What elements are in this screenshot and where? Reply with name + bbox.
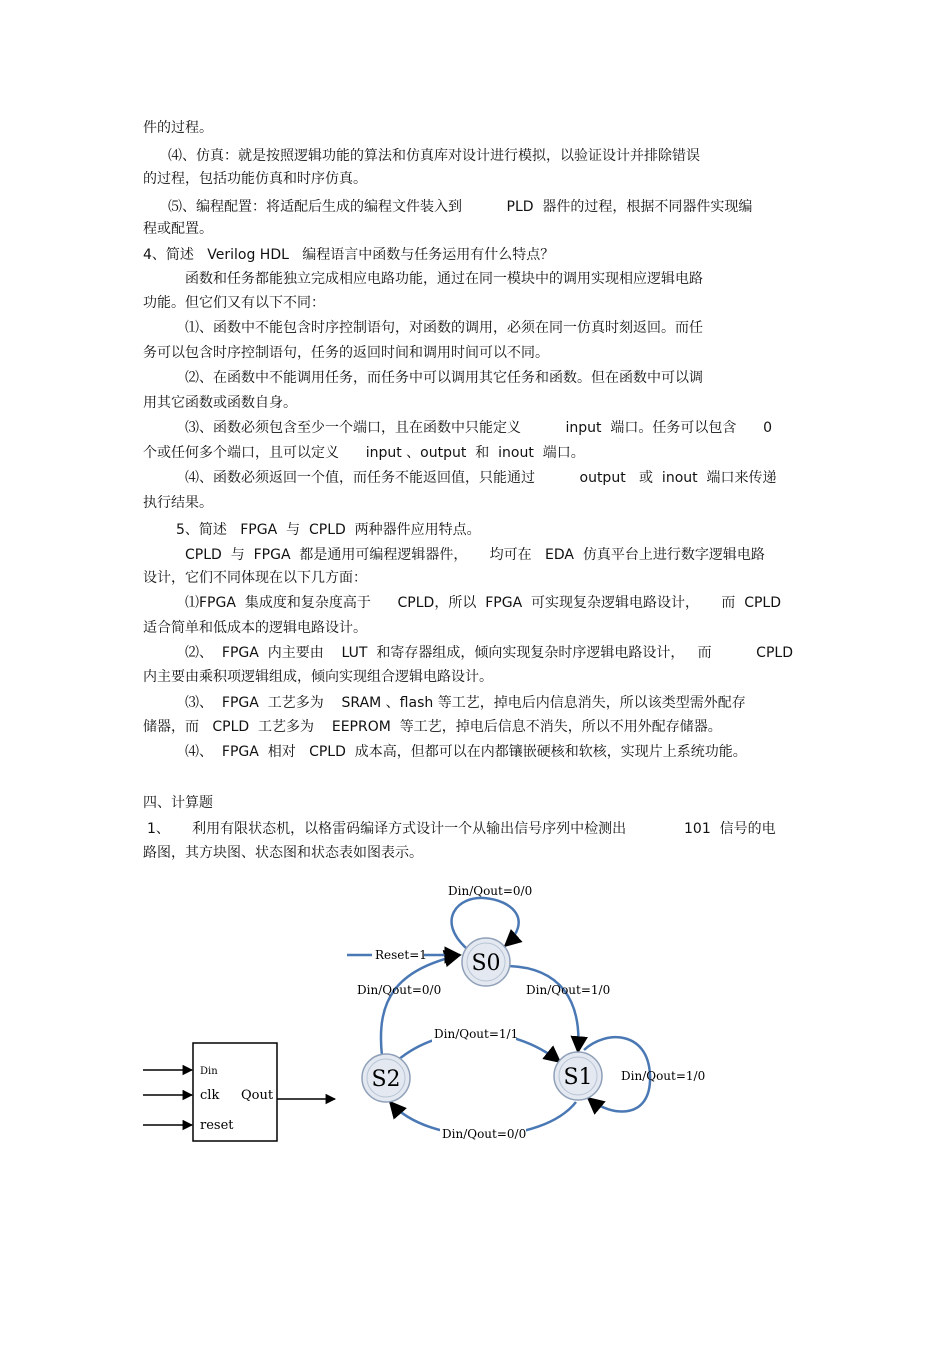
pin-din-label: Din (200, 1066, 218, 1077)
label-s0-to-s1: Din/Qout=1/0 (526, 983, 611, 997)
text-line: 执行结果。 (143, 495, 213, 511)
label-s1-to-s2: Din/Qout=0/0 (442, 1127, 527, 1141)
section-heading: 4、简述 Verilog HDL 编程语言中函数与任务运用有什么特点？ (143, 247, 555, 263)
text-line: 功能。但它们又有以下不同： (143, 295, 325, 311)
text-line: 务可以包含时序控制语句，任务的返回时间和调用时间可以不同。 (143, 345, 549, 361)
text-line: CPLD 与 FPGA 都是通用可编程逻辑器件， 均可在 EDA 仿真平台上进行数字逻辑电路 (185, 547, 765, 563)
pin-clk-label: clk (200, 1088, 220, 1103)
text-line: ⑵、 FPGA 内主要由 LUT 和寄存器组成，倾向实现复杂时序逻辑电路设计， 而 CPLD (185, 645, 793, 661)
state-s2 (362, 1054, 410, 1102)
text-line: 设计，它们不同体现在以下几方面： (143, 570, 367, 586)
state-s1-label: S1 (563, 1065, 593, 1090)
state-diagram (347, 884, 705, 1142)
text-line: ⑸、编程配置：将适配后生成的编程文件装入到 PLD 器件的过程，根据不同器件实现编 (168, 199, 753, 215)
text-line: ⑷、函数必须返回一个值，而任务不能返回值，只能通过 output 或 inout 端口来传递 (185, 470, 777, 486)
section-heading: 四、计算题 (143, 795, 213, 811)
state-s0 (462, 938, 510, 986)
state-s1 (554, 1052, 602, 1100)
reset-label: Reset=1 (375, 948, 427, 962)
text-line: ⑷、 FPGA 相对 CPLD 成本高，但都可以在内都镶嵌硬核和软核，实现片上系统功能。 (185, 744, 747, 760)
text-line: 个或任何多个端口，且可以定义 input 、output 和 inout 端口。 (143, 445, 585, 461)
text-line: 1、 利用有限状态机，以格雷码编译方式设计一个从输出信号序列中检测出 101 信号的电 (147, 821, 776, 837)
section-heading: 5、简述 FPGA 与 CPLD 两种器件应用特点。 (176, 522, 481, 538)
text-line: 适合简单和低成本的逻辑电路设计。 (143, 620, 367, 636)
pin-reset-label: reset (200, 1118, 234, 1133)
text-line: ⑴FPGA 集成度和复杂度高于 CPLD，所以 FPGA 可实现复杂逻辑电路设计， 而 CPLD (185, 595, 781, 611)
text-line: 程或配置。 (143, 221, 213, 237)
state-s0-label: S0 (471, 951, 501, 976)
label-s2-to-s0: Din/Qout=0/0 (357, 983, 442, 997)
block-diagram (143, 1043, 335, 1141)
state-s2-label: S2 (371, 1067, 401, 1092)
label-s2-to-s1: Din/Qout=1/1 (434, 1027, 519, 1041)
text-line: ⑵、在函数中不能调用任务，而任务中可以调用其它任务和函数。但在函数中可以调 (185, 370, 703, 386)
text-line: 函数和任务都能独立完成相应电路功能，通过在同一模块中的调用实现相应逻辑电路 (185, 271, 703, 287)
text-line: 储器，而 CPLD 工艺多为 EEPROM 等工艺，掉电后信息不消失，所以不用外配存储器。 (143, 719, 722, 735)
label-s0-self: Din/Qout=0/0 (448, 884, 533, 898)
text-line: ⑴、函数中不能包含时序控制语句，对函数的调用，必须在同一仿真时刻返回。而任 (185, 320, 703, 336)
text-line: ⑶、函数必须包含至少一个端口，且在函数中只能定义 input 端口。任务可以包含 0 (185, 420, 773, 436)
pin-qout-label: Qout (241, 1088, 274, 1103)
text-line: 内主要由乘积项逻辑组成，倾向实现组合逻辑电路设计。 (143, 669, 493, 685)
text-line: ⑶、 FPGA 工艺多为 SRAM 、flash 等工艺，掉电后内信息消失，所以该类型需外配存 (185, 695, 746, 711)
text-line: 的过程，包括功能仿真和时序仿真。 (143, 171, 367, 187)
text-line: 路图，其方块图、状态图和状态表如图表示。 (143, 845, 423, 861)
text-line: 用其它函数或函数自身。 (143, 395, 297, 411)
label-s1-self: Din/Qout=1/0 (621, 1069, 706, 1083)
text-line: 件的过程。 (143, 120, 213, 136)
text-line: ⑷、仿真：就是按照逻辑功能的算法和仿真库对设计进行模拟，以验证设计并排除错误 (168, 148, 700, 164)
